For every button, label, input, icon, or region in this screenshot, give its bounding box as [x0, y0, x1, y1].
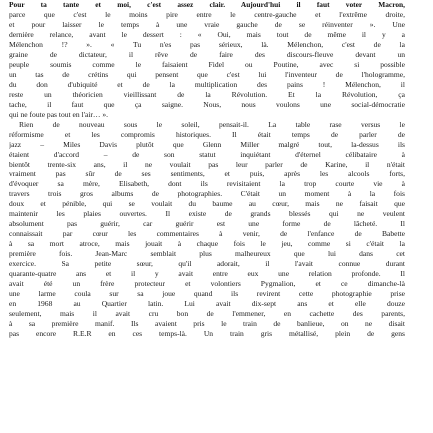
text-line: première fois. Jean-Marc semblait plus malheureux que lui dans cet	[9, 249, 405, 259]
text-line: graine de dictateur, il rêve de faire des discours-fleuve devant un	[9, 49, 405, 59]
text-line: bientôt trente-six ans, il ne voulait pas leur parler de Karine, il n'était	[9, 159, 405, 169]
text-line: et pour laisser le temps à une vraie gauche de se réinventer ». Une	[9, 19, 405, 29]
text-line: Pour ta tante et moi, c'est assez clair. Aujourd'hui il faut voter Macron,	[9, 0, 405, 9]
text-line: à sa première manif. Ils avaient pris le train de banlieue, on ne disait	[9, 319, 405, 328]
text-line: réformisme et les compromis historiques. Il était temps de parler de	[9, 129, 405, 139]
text-line: doux et pénible, qui se voulait du baume au cœur, mais ne faisait que	[9, 199, 405, 209]
text-line: étaient d'accord – de son statut inquiétant d'éternel célibataire à	[9, 149, 405, 159]
text-line: Rien de nouveau sous le soleil, pensait-il. La table rase versus le	[19, 119, 405, 129]
text-line: pas encore R.E.R en ces temps-là. Un train gris métallisé, plein de gens	[9, 328, 405, 338]
text-line: reste un théoricien vieillissant de la Révolution. Et la Révolution, ça	[9, 89, 405, 99]
text-line: une larme coula sur sa joue quand ils revirent cette photographie prise	[9, 289, 405, 299]
text-line: parce que c'est le moins pire entre le centre-gauche et l'extrême droite,	[9, 9, 405, 19]
text-line: en 1968 au Quartier latin. Lui avait dix-sept ans et elle douze	[9, 299, 405, 309]
text-line: un tas de crétins qui pensent que c'est lui l'inventeur de l'hologramme,	[9, 69, 405, 79]
text-line: avait été un frère protecteur et volontiers Pygmalion, et ce dimanche-là	[9, 279, 405, 289]
text-line: d'évoquer sa mère, Elisabeth, dont ils revisitaient la trop courte vie à	[9, 179, 405, 189]
text-line: à sa mort atroce, mais jouait à chaque fois le jeu, comme si c'était la	[9, 239, 405, 249]
text-line: tache, il faut que ça saigne. Nous, nous voulons une social-démocratie	[9, 99, 405, 109]
text-line: travers trois gros albums de photographies. C'était un moment à la fois	[9, 189, 405, 199]
text-line: dernière relance, avant le dessert : « Oui, mais tout de même il y a	[9, 29, 405, 39]
text-line: peuple soumis comme le faisaient Fidel ou Poutine, avec si possible	[9, 59, 405, 69]
text-line: jazz – Miles Davis plutôt que Glenn Miller malgré tout, la-dessus ils	[9, 139, 405, 149]
text-line: vraiment pas sûr de ses sentiments, et puis, après les alcools forts,	[9, 169, 405, 179]
text-column	[9, 0, 405, 339]
text-line: qui ne foute pas tout en l'air… ».	[9, 109, 109, 119]
text-line: seulement, mais il avait cru bon de l'emmener, en cachette des parents,	[9, 309, 405, 319]
text-line: quarante-quatre ans et il y avait entre eux une relation profonde. Il	[9, 269, 405, 279]
text-line: maintenir les plaies ouvertes. Il existe de grands blessés qui ne veulent	[9, 209, 405, 219]
text-line: du don d'ubiquité et de la multiplication des pains ! Mélenchon, il	[9, 79, 405, 89]
text-line: exercice. Sa petite sœur, qu'il adorait, il l'avait connue durant	[9, 259, 405, 269]
text-line: Mélenchon !? ». « Tu n'es pas sérieux, là. Mélenchon, c'est de la	[9, 39, 405, 49]
text-line: absolument pas guérir, car guérir est une forme de lâcheté. Il	[9, 219, 405, 229]
text-line: connaissait par cœur les commentaires à venir, de l'enfance de Babette	[9, 229, 405, 239]
